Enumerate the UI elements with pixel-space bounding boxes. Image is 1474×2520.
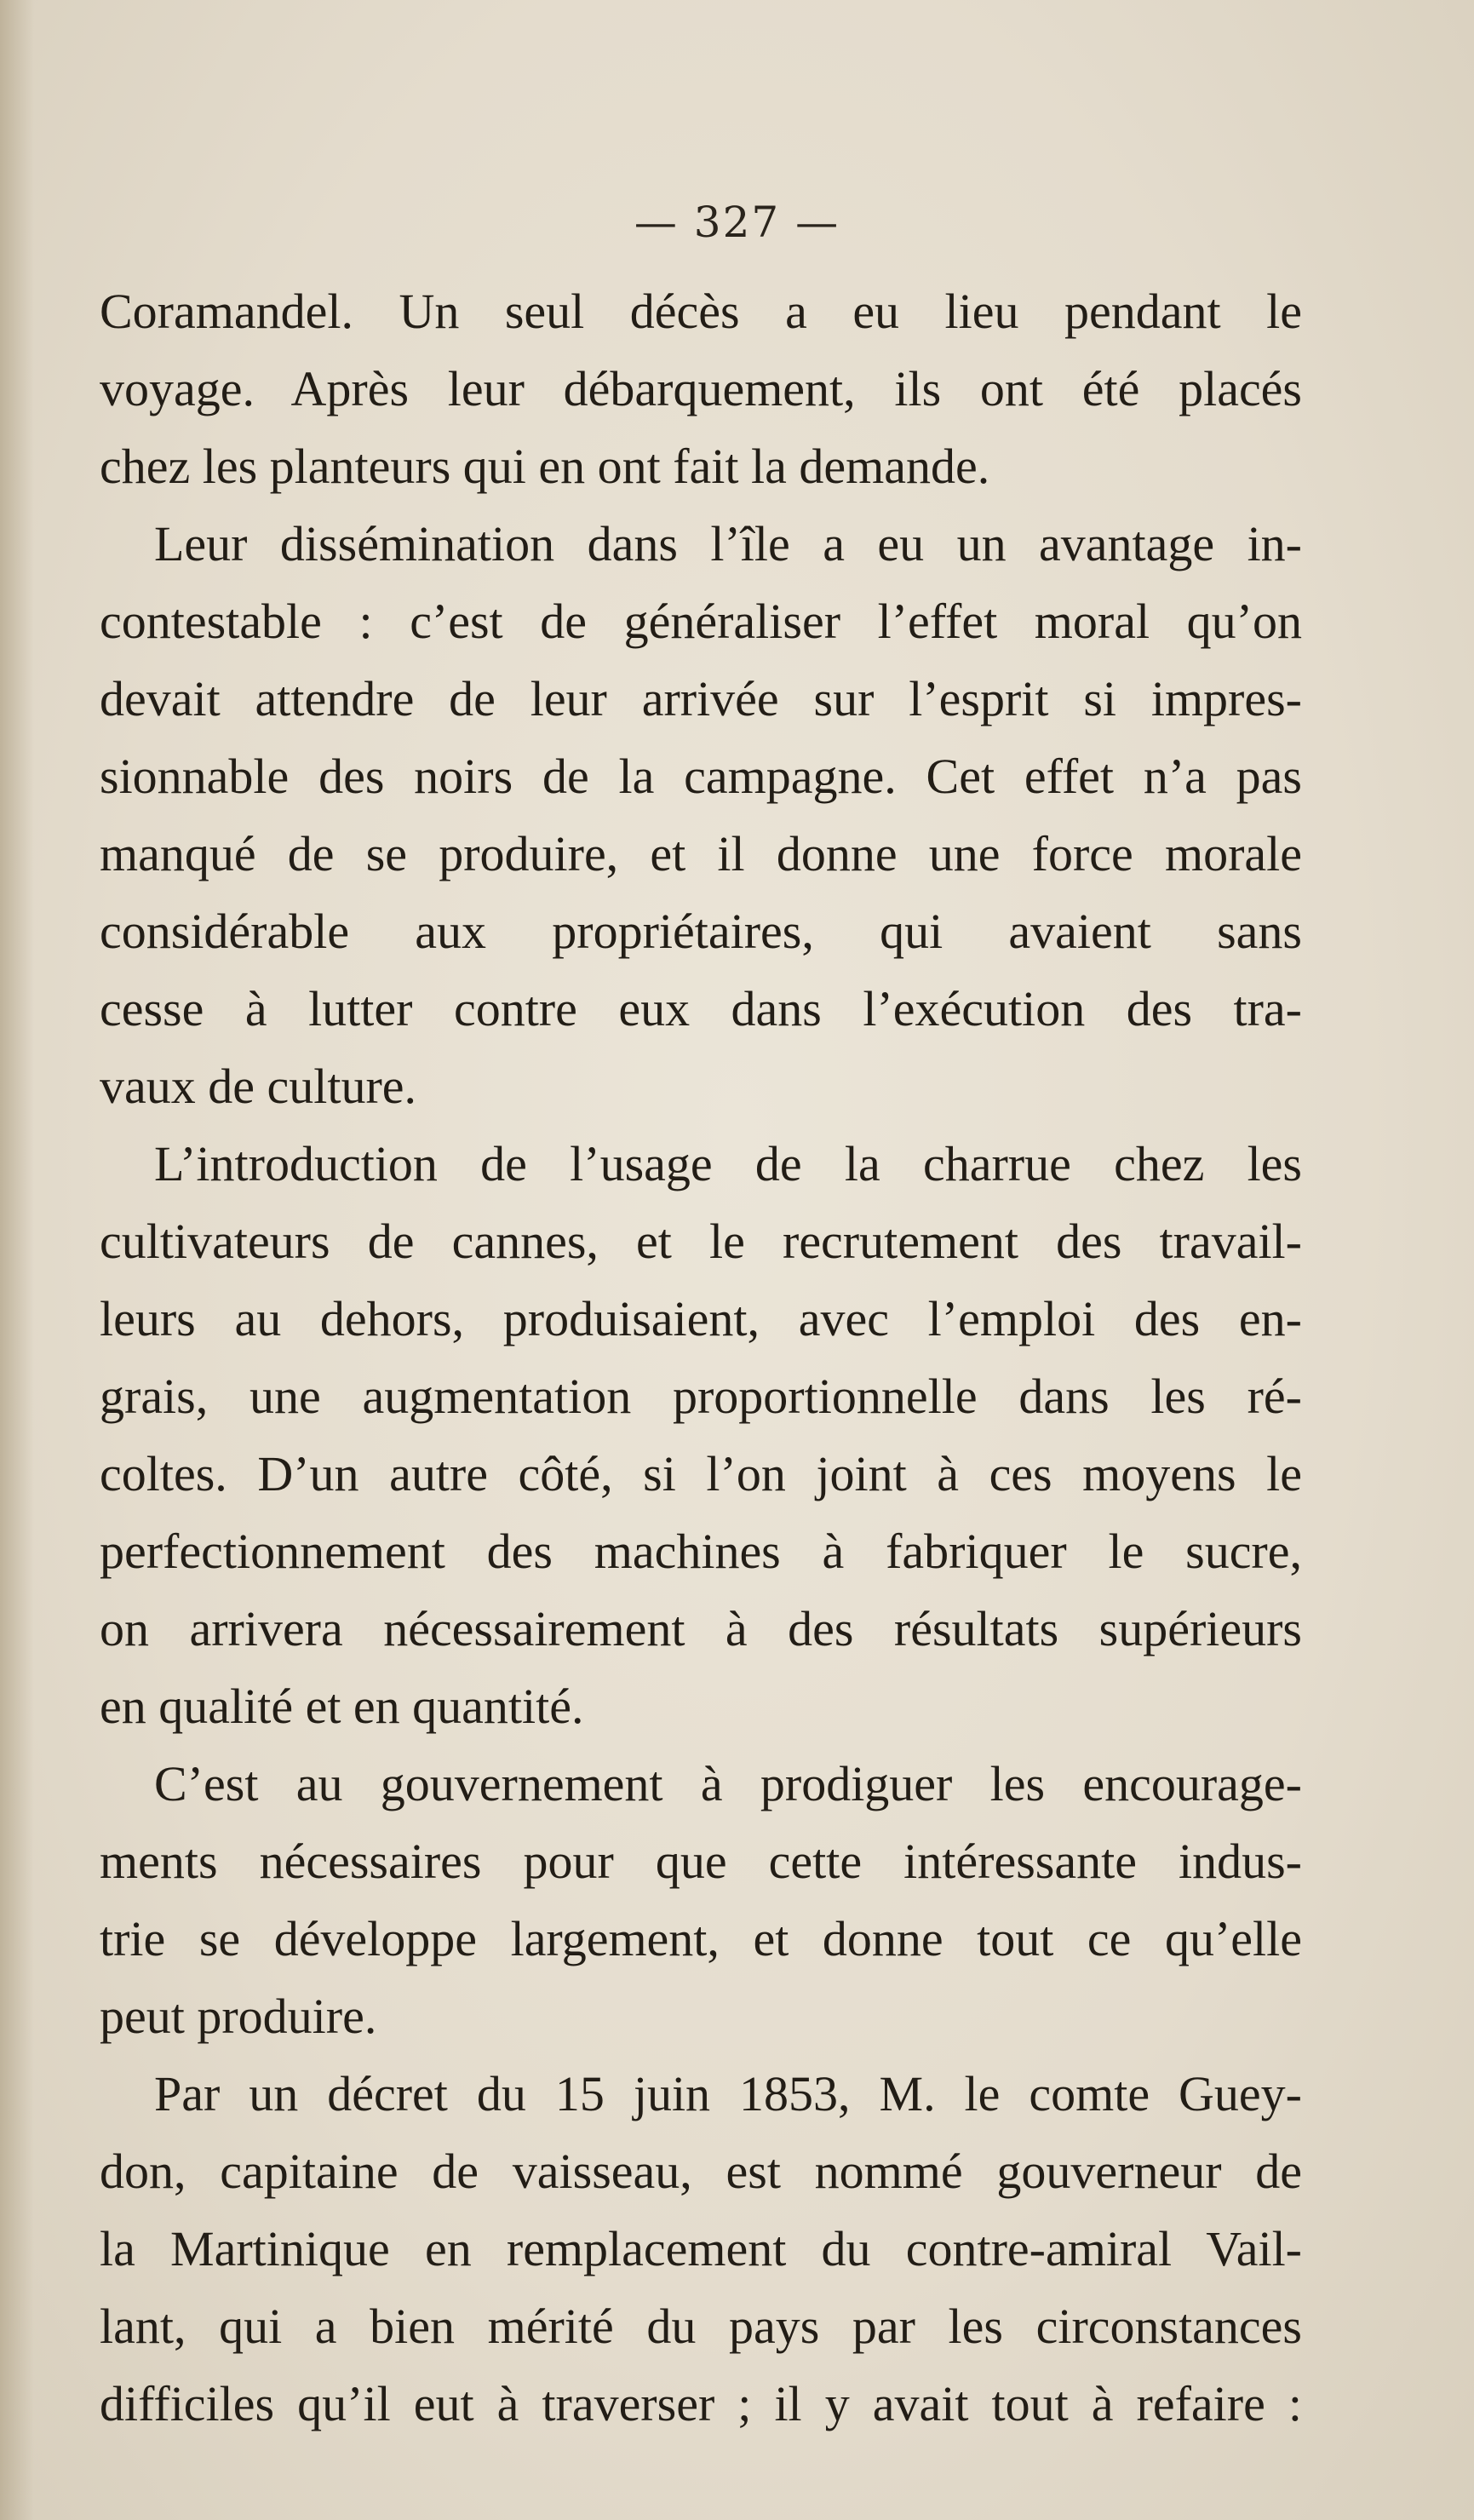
text-line: cultivateurs de cannes, et le recrutement des travail- xyxy=(100,1214,1302,1269)
text-line: ments nécessaires pour que cette intéressante indus- xyxy=(100,1834,1302,1889)
text-line: Coramandel. Un seul décès a eu lieu pendant le xyxy=(100,284,1302,339)
text-line: considérable aux propriétaires, qui avaient sans xyxy=(100,904,1302,959)
text-line: trie se développe largement, et donne tout ce qu’elle xyxy=(100,1911,1302,1966)
text-line: peut produire. xyxy=(100,1989,377,2044)
page-edge-shadow xyxy=(0,0,34,2520)
text-line: cesse à lutter contre eux dans l’exécution des tra- xyxy=(100,981,1302,1036)
body-text xyxy=(100,273,1302,2443)
text-line: sionnable des noirs de la campagne. Cet effet n’a pas xyxy=(100,749,1302,804)
text-line: la Martinique en remplacement du contre-amiral Vail- xyxy=(100,2221,1302,2276)
text-line: manqué de se produire, et il donne une force morale xyxy=(100,826,1302,881)
text-line: devait attendre de leur arrivée sur l’esprit si impres- xyxy=(100,671,1302,726)
text-line: contestable : c’est de généraliser l’effet moral qu’on xyxy=(100,594,1302,649)
text-line: chez les planteurs qui en ont fait la demande. xyxy=(100,439,990,494)
page-number: — 327 — xyxy=(634,198,840,247)
text-line: don, capitaine de vaisseau, est nommé gouverneur de xyxy=(100,2144,1302,2199)
text-line: on arrivera nécessairement à des résultats supérieurs xyxy=(100,1601,1302,1656)
text-line: voyage. Après leur débarquement, ils ont été placés xyxy=(100,361,1302,416)
paragraph-start-line: C’est au gouvernement à prodiguer les encourage- xyxy=(154,1756,1302,1811)
text-line: vaux de culture. xyxy=(100,1059,417,1114)
text-line: lant, qui a bien mérité du pays par les circonstances xyxy=(100,2299,1302,2354)
text-line: en qualité et en quantité. xyxy=(100,1679,584,1734)
paragraph-start-line: Par un décret du 15 juin 1853, M. le comte Guey- xyxy=(154,2066,1302,2121)
text-line: coltes. D’un autre côté, si l’on joint à ces moyens le xyxy=(100,1446,1302,1501)
text-line: difficiles qu’il eut à traverser ; il y avait tout à refaire : xyxy=(100,2376,1302,2431)
text-line: grais, une augmentation proportionnelle dans les ré- xyxy=(100,1369,1302,1424)
paragraph-start-line: L’introduction de l’usage de la charrue chez les xyxy=(154,1136,1302,1191)
text-line: perfectionnement des machines à fabriquer le sucre, xyxy=(100,1524,1302,1579)
paragraph-start-line: Leur dissémination dans l’île a eu un avantage in- xyxy=(154,516,1302,571)
text-line: leurs au dehors, produisaient, avec l’emploi des en- xyxy=(100,1291,1302,1346)
